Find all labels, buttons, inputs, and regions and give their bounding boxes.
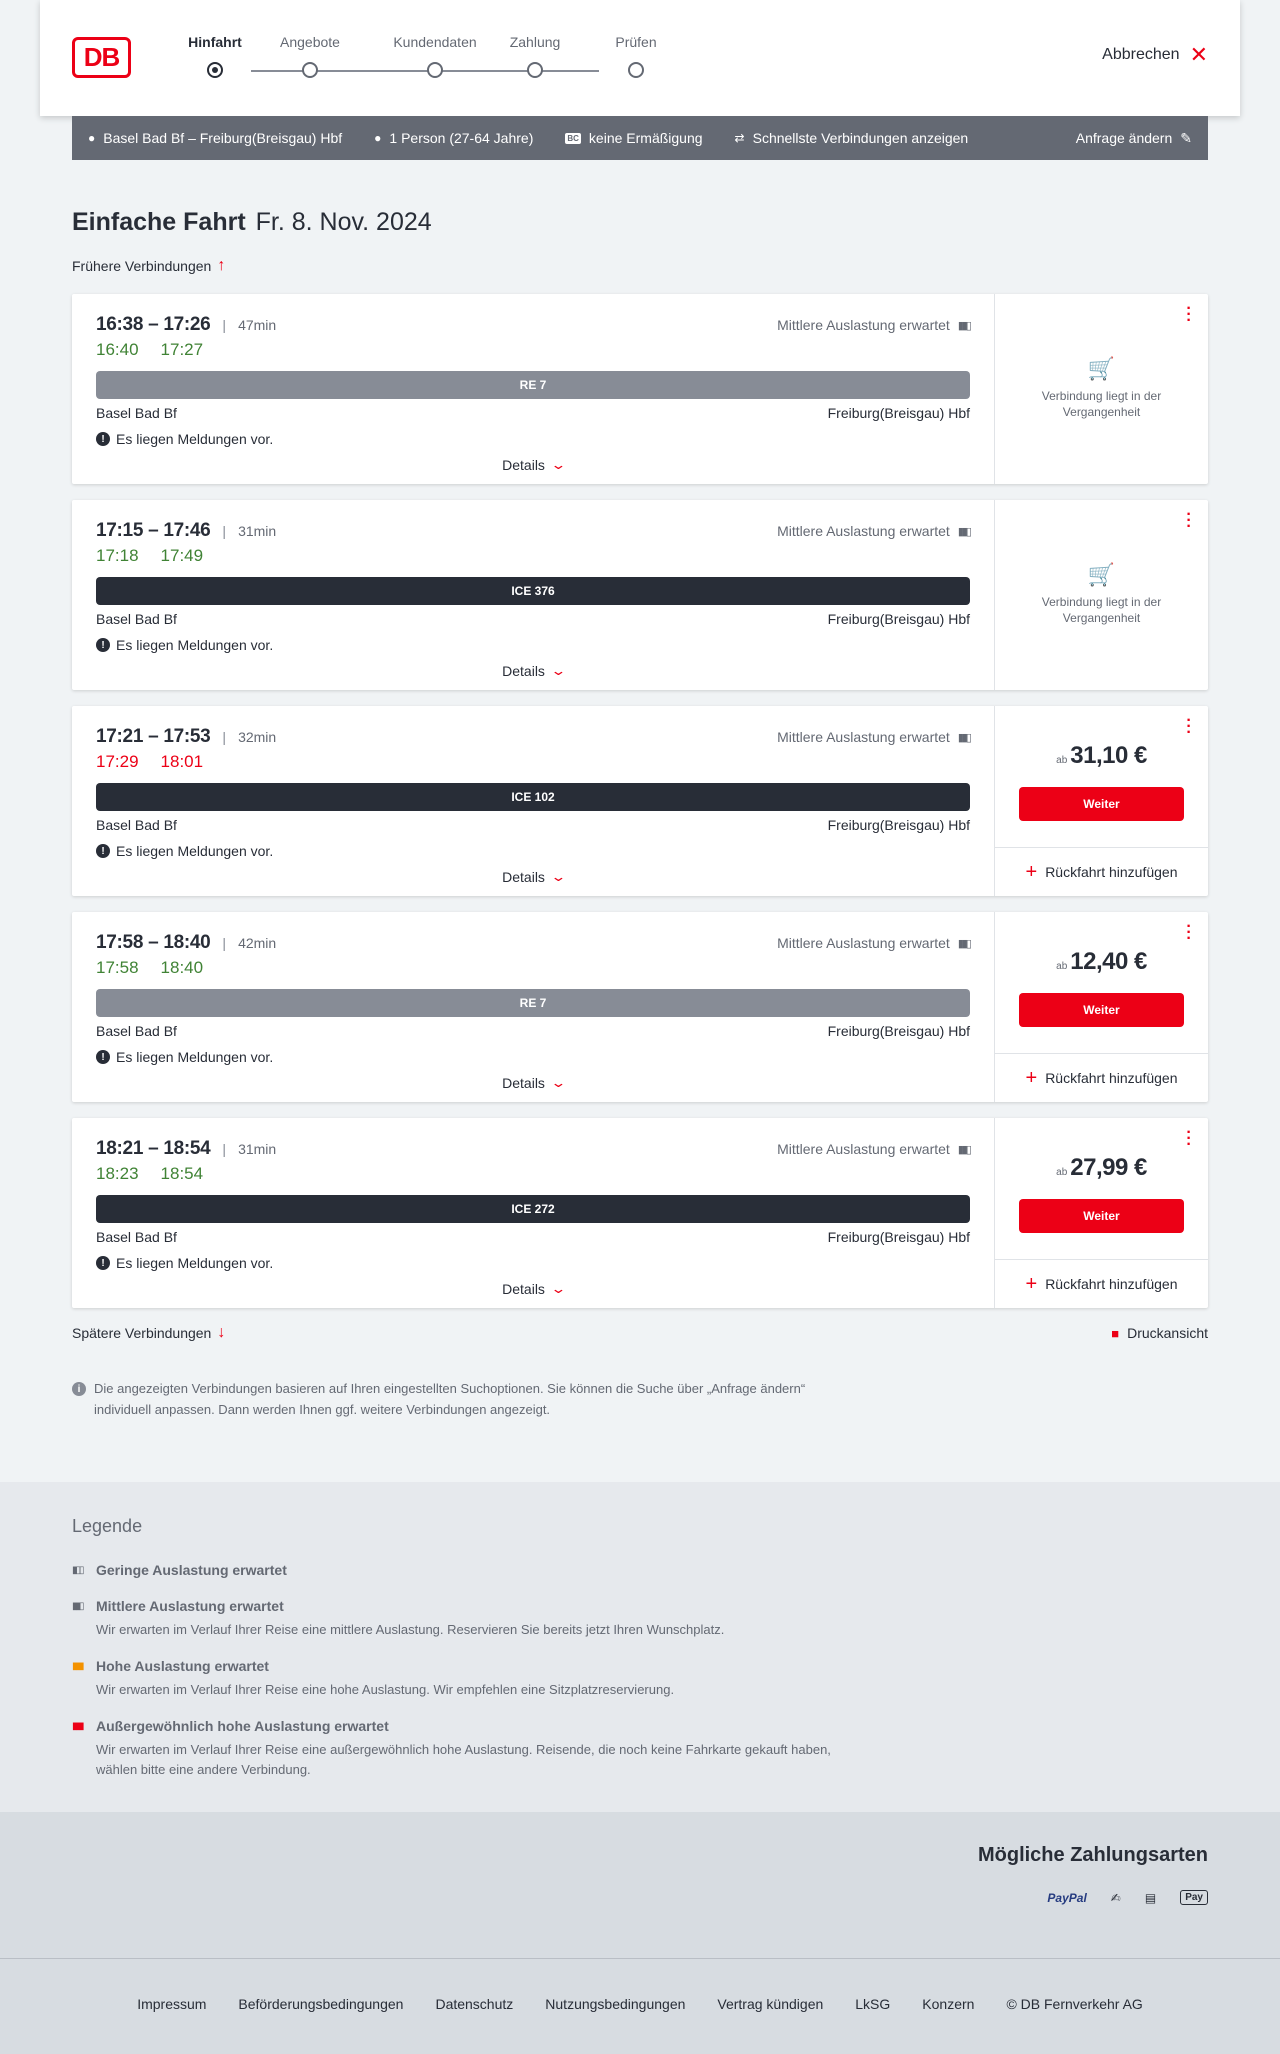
step-label: Prüfen bbox=[615, 34, 657, 50]
realtime-times bbox=[96, 546, 970, 568]
step-angebote bbox=[260, 34, 360, 78]
footer-link[interactable]: Nutzungsbedingungen bbox=[545, 1996, 686, 2012]
price bbox=[995, 742, 1208, 770]
add-return-button[interactable] bbox=[995, 1053, 1208, 1102]
continue-button[interactable]: Weiter bbox=[1019, 787, 1184, 821]
step-dot bbox=[302, 62, 318, 78]
connection-card[interactable] bbox=[72, 706, 1208, 896]
price-value: 31,10 € bbox=[1070, 742, 1147, 769]
legend-item bbox=[72, 1658, 852, 1700]
summary-passengers bbox=[374, 130, 533, 146]
alert-icon: ! bbox=[96, 1256, 110, 1270]
step-dot bbox=[427, 62, 443, 78]
alert-icon: ! bbox=[96, 1050, 110, 1064]
train-bar[interactable]: ICE 102 bbox=[96, 783, 970, 811]
plus-icon: + bbox=[1025, 1273, 1038, 1295]
alert-icon: ! bbox=[96, 432, 110, 446]
step-dot-active bbox=[207, 62, 223, 78]
service-notice bbox=[96, 841, 970, 861]
occupancy-medium-icon: ▮▮▯ bbox=[72, 1600, 83, 1612]
db-logo[interactable]: DB bbox=[72, 37, 131, 78]
step-label: Kundendaten bbox=[393, 34, 477, 50]
print-label: Druckansicht bbox=[1127, 1325, 1208, 1341]
connection-card[interactable] bbox=[72, 294, 1208, 484]
price-value: 27,99 € bbox=[1070, 1154, 1147, 1181]
notice-text: Es liegen Meldungen vor. bbox=[116, 843, 274, 859]
step-label: Zahlung bbox=[509, 34, 561, 50]
summary-fastest bbox=[735, 130, 969, 146]
details-toggle[interactable] bbox=[96, 1075, 970, 1091]
stations bbox=[96, 405, 970, 425]
price bbox=[995, 1154, 1208, 1182]
realtime-times bbox=[96, 752, 970, 774]
cart-unavailable-icon: 🛒 bbox=[1087, 356, 1116, 381]
arrival-station: Freiburg(Breisgau) Hbf bbox=[827, 405, 970, 421]
trip-type: Einfache Fahrt bbox=[72, 208, 246, 236]
legend-section bbox=[0, 1482, 1280, 1812]
step-pruefen bbox=[586, 34, 686, 78]
connection-card[interactable] bbox=[72, 912, 1208, 1102]
legend-head bbox=[72, 1718, 852, 1734]
add-return-label: Rückfahrt hinzufügen bbox=[1045, 1070, 1178, 1086]
header bbox=[40, 0, 1240, 116]
train-bar[interactable]: ICE 272 bbox=[96, 1195, 970, 1223]
occupancy-indicator bbox=[777, 317, 970, 333]
connection-card[interactable] bbox=[72, 500, 1208, 690]
departure-station: Basel Bad Bf bbox=[96, 1229, 177, 1245]
footer-link[interactable]: Datenschutz bbox=[435, 1996, 514, 2012]
price-prefix: ab bbox=[1056, 961, 1068, 972]
occupancy-medium-icon: ▮▮▯ bbox=[957, 937, 970, 950]
times-row bbox=[96, 1138, 970, 1160]
summary-discount bbox=[565, 130, 702, 146]
continue-button[interactable]: Weiter bbox=[1019, 1199, 1184, 1233]
apple-pay-icon: Pay bbox=[1180, 1890, 1208, 1905]
details-toggle[interactable] bbox=[96, 457, 970, 473]
offer-panel bbox=[995, 500, 1208, 690]
connection-details bbox=[72, 706, 995, 896]
earlier-connections-link[interactable] bbox=[72, 257, 225, 275]
planned-times: 17:21 – 17:53 bbox=[96, 726, 211, 747]
legend-item bbox=[72, 1562, 852, 1578]
offer-panel bbox=[995, 912, 1208, 1102]
occupancy-very-high-icon: ▮▮▮ bbox=[72, 1720, 83, 1732]
occupancy-medium-icon: ▮▮▯ bbox=[957, 525, 970, 538]
more-options-icon[interactable]: · · · bbox=[1186, 918, 1192, 947]
planned-times: 17:58 – 18:40 bbox=[96, 932, 211, 953]
departure-station: Basel Bad Bf bbox=[96, 611, 177, 627]
occupancy-label: Mittlere Auslastung erwartet bbox=[777, 317, 950, 333]
add-return-button[interactable] bbox=[995, 847, 1208, 896]
details-toggle[interactable] bbox=[96, 663, 970, 679]
duration: 32min bbox=[238, 729, 277, 745]
notice-text: Es liegen Meldungen vor. bbox=[116, 1255, 274, 1271]
realtime-arrival: 17:49 bbox=[160, 546, 204, 565]
occupancy-indicator bbox=[777, 1141, 970, 1157]
stations bbox=[96, 1229, 970, 1249]
arrival-station: Freiburg(Breisgau) Hbf bbox=[827, 611, 970, 627]
details-label: Details bbox=[502, 869, 545, 885]
more-options-icon[interactable]: · · · bbox=[1186, 712, 1192, 741]
bahncard-icon: BC bbox=[567, 133, 579, 143]
payment-title: Mögliche Zahlungsarten bbox=[977, 1844, 1208, 1866]
change-request-button[interactable] bbox=[1076, 130, 1192, 147]
discount-text: keine Ermäßigung bbox=[588, 130, 703, 146]
legend-description: Wir erwarten im Verlauf Ihrer Reise eine außergewöhnlich hohe Auslastung. Reisende, die noch keine Fahrkarte gekauft haben, wählen bitte eine andere Verbindung. bbox=[96, 1742, 831, 1777]
occupancy-indicator bbox=[777, 729, 970, 745]
cancel-button[interactable] bbox=[1102, 42, 1208, 67]
occupancy-label: Mittlere Auslastung erwartet bbox=[777, 935, 950, 951]
printer-icon: ■ bbox=[1111, 1325, 1120, 1341]
legend-label: Hohe Auslastung erwartet bbox=[96, 1658, 269, 1674]
planned-times: 16:38 – 17:26 bbox=[96, 314, 211, 335]
realtime-arrival: 18:54 bbox=[160, 1164, 204, 1183]
realtime-times bbox=[96, 340, 970, 362]
separator: | bbox=[222, 317, 227, 333]
price-value: 12,40 € bbox=[1070, 948, 1147, 975]
realtime-departure: 16:40 bbox=[96, 340, 139, 359]
planned-times: 17:15 – 17:46 bbox=[96, 520, 211, 541]
paypal-icon: PayPal bbox=[1047, 1890, 1087, 1905]
legend-item bbox=[72, 1598, 852, 1640]
arrival-station: Freiburg(Breisgau) Hbf bbox=[827, 817, 970, 833]
occupancy-indicator bbox=[777, 935, 970, 951]
search-info-note bbox=[72, 1378, 852, 1420]
separator: | bbox=[222, 1141, 227, 1157]
occupancy-medium-icon: ▮▮▯ bbox=[957, 319, 970, 332]
add-return-label: Rückfahrt hinzufügen bbox=[1045, 864, 1178, 880]
chevron-down-icon: ⌄ bbox=[550, 663, 567, 678]
footer bbox=[0, 1959, 1280, 2054]
occupancy-label: Mittlere Auslastung erwartet bbox=[777, 523, 950, 539]
info-text: Die angezeigten Verbindungen basieren auf Ihren eingestellten Suchoptionen. Sie können die Suche über „Anfrage ändern“ individuell anpassen. Dann werden Ihnen ggf. weitere Verbindungen angezeigt. bbox=[94, 1381, 806, 1417]
details-toggle[interactable] bbox=[96, 869, 970, 885]
pencil-icon: ✎ bbox=[1180, 129, 1192, 146]
swap-icon: ⇄ bbox=[734, 131, 745, 145]
separator: | bbox=[222, 523, 227, 539]
trip-date: Fr. 8. Nov. 2024 bbox=[255, 208, 432, 236]
service-notice bbox=[96, 429, 970, 449]
times-row bbox=[96, 932, 970, 954]
duration: 31min bbox=[238, 523, 277, 539]
step-kundendaten bbox=[385, 34, 485, 78]
more-options-icon[interactable]: · · · bbox=[1186, 506, 1192, 535]
realtime-arrival: 17:27 bbox=[160, 340, 204, 359]
notice-text: Es liegen Meldungen vor. bbox=[116, 637, 274, 653]
step-label: Hinfahrt bbox=[188, 34, 242, 50]
summary-route bbox=[88, 130, 342, 146]
notice-text: Es liegen Meldungen vor. bbox=[116, 431, 274, 447]
past-connection-info bbox=[995, 562, 1208, 626]
more-options-icon[interactable]: · · · bbox=[1186, 300, 1192, 329]
times-row bbox=[96, 520, 970, 542]
realtime-departure: 17:58 bbox=[96, 958, 139, 977]
offer-panel bbox=[995, 294, 1208, 484]
later-label: Spätere Verbindungen bbox=[72, 1325, 212, 1341]
offer-panel bbox=[995, 1118, 1208, 1308]
arrow-up-icon: ↑ bbox=[217, 257, 226, 274]
realtime-departure: 17:29 bbox=[96, 752, 139, 771]
occupancy-medium-icon: ▮▮▯ bbox=[957, 1143, 970, 1156]
step-zahlung bbox=[485, 34, 585, 78]
legend-label: Geringe Auslastung erwartet bbox=[96, 1562, 287, 1578]
alert-icon: ! bbox=[96, 638, 110, 652]
price-prefix: ab bbox=[1056, 1167, 1068, 1178]
connection-details bbox=[72, 912, 995, 1102]
departure-station: Basel Bad Bf bbox=[96, 1023, 177, 1039]
search-summary-bar bbox=[72, 116, 1208, 160]
chevron-down-icon: ⌄ bbox=[550, 457, 567, 472]
change-request-label: Anfrage ändern bbox=[1075, 130, 1173, 146]
train-bar[interactable]: ICE 376 bbox=[96, 577, 970, 605]
arrival-station: Freiburg(Breisgau) Hbf bbox=[827, 1023, 970, 1039]
info-icon: i bbox=[72, 1382, 86, 1396]
route-text: Basel Bad Bf – Freiburg(Breisgau) Hbf bbox=[103, 130, 343, 146]
arrival-station: Freiburg(Breisgau) Hbf bbox=[827, 1229, 970, 1245]
add-return-button[interactable] bbox=[995, 1259, 1208, 1308]
details-toggle[interactable] bbox=[96, 1281, 970, 1297]
realtime-arrival: 18:01 bbox=[160, 752, 204, 771]
price-prefix: ab bbox=[1056, 755, 1068, 766]
step-dot bbox=[527, 62, 543, 78]
fastest-text: Schnellste Verbindungen anzeigen bbox=[752, 130, 969, 146]
plus-icon: + bbox=[1025, 1067, 1038, 1089]
plus-icon: + bbox=[1025, 861, 1038, 883]
print-view-link[interactable] bbox=[1111, 1324, 1208, 1342]
connection-details bbox=[72, 1118, 995, 1308]
booking-stepper bbox=[165, 34, 657, 84]
continue-button[interactable]: Weiter bbox=[1019, 993, 1184, 1027]
earlier-label: Frühere Verbindungen bbox=[72, 258, 212, 274]
legend-description: Wir erwarten im Verlauf Ihrer Reise eine mittlere Auslastung. Reservieren Sie bereits jetzt Ihren Wunschplatz. bbox=[96, 1622, 725, 1637]
duration: 47min bbox=[238, 317, 277, 333]
arrow-down-icon: ↓ bbox=[217, 1324, 226, 1341]
connection-details bbox=[72, 294, 995, 484]
connection-details bbox=[72, 500, 995, 690]
legend-description: Wir erwarten im Verlauf Ihrer Reise eine hohe Auslastung. Wir empfehlen eine Sitzplatzreservierung. bbox=[96, 1682, 675, 1697]
duration: 31min bbox=[238, 1141, 277, 1157]
chevron-down-icon: ⌄ bbox=[550, 869, 567, 884]
duration: 42min bbox=[238, 935, 277, 951]
alert-icon: ! bbox=[96, 844, 110, 858]
stations bbox=[96, 1023, 970, 1043]
occupancy-low-icon: ▮▯▯ bbox=[72, 1564, 83, 1576]
stations bbox=[96, 611, 970, 631]
person-icon: ● bbox=[374, 131, 382, 145]
footer-link[interactable]: Vertrag kündigen bbox=[717, 1996, 824, 2012]
legend-head bbox=[72, 1658, 852, 1674]
price bbox=[995, 948, 1208, 976]
step-dot bbox=[628, 62, 644, 78]
train-bar[interactable]: RE 7 bbox=[96, 371, 970, 399]
occupancy-label: Mittlere Auslastung erwartet bbox=[777, 729, 950, 745]
footer-link[interactable]: © DB Fernverkehr AG bbox=[1006, 1996, 1143, 2012]
planned-times: 18:21 – 18:54 bbox=[96, 1138, 211, 1159]
details-label: Details bbox=[502, 457, 545, 473]
occupancy-label: Mittlere Auslastung erwartet bbox=[777, 1141, 950, 1157]
offer-panel bbox=[995, 706, 1208, 896]
payment-methods-section bbox=[0, 1812, 1280, 1958]
occupancy-indicator bbox=[777, 523, 970, 539]
footer-link[interactable]: Impressum bbox=[137, 1996, 207, 2012]
realtime-departure: 17:18 bbox=[96, 546, 139, 565]
direct-debit-icon: ✍ bbox=[1110, 1890, 1121, 1905]
step-label: Angebote bbox=[280, 34, 340, 50]
cancel-label: Abbrechen bbox=[1102, 46, 1180, 63]
realtime-arrival: 18:40 bbox=[160, 958, 204, 977]
footer-link[interactable]: LkSG bbox=[855, 1996, 891, 2012]
separator: | bbox=[222, 935, 227, 951]
times-row bbox=[96, 726, 970, 748]
realtime-times bbox=[96, 958, 970, 980]
legend-head bbox=[72, 1562, 852, 1578]
legend-title: Legende bbox=[72, 1516, 143, 1536]
legend-label: Außergewöhnlich hohe Auslastung erwartet bbox=[96, 1718, 389, 1734]
past-connection-text: Verbindung liegt in der Vergangenheit bbox=[1041, 595, 1162, 625]
departure-station: Basel Bad Bf bbox=[96, 405, 177, 421]
chevron-down-icon: ⌄ bbox=[550, 1281, 567, 1296]
chevron-down-icon: ⌄ bbox=[550, 1075, 567, 1090]
times-row bbox=[96, 314, 970, 336]
more-options-icon[interactable]: · · · bbox=[1186, 1124, 1192, 1153]
cart-unavailable-icon: 🛒 bbox=[1087, 562, 1116, 587]
service-notice bbox=[96, 1253, 970, 1273]
footer-links bbox=[0, 1996, 1280, 2012]
sepa-icon: ▤ bbox=[1144, 1890, 1157, 1905]
legend-label: Mittlere Auslastung erwartet bbox=[96, 1598, 284, 1614]
step-hinfahrt[interactable] bbox=[165, 34, 265, 78]
service-notice bbox=[96, 635, 970, 655]
footer-link[interactable]: Konzern bbox=[922, 1996, 975, 2012]
realtime-departure: 18:23 bbox=[96, 1164, 139, 1183]
page-title bbox=[72, 208, 432, 237]
details-label: Details bbox=[502, 1281, 545, 1297]
occupancy-high-icon: ▮▮▮ bbox=[72, 1660, 83, 1672]
stations bbox=[96, 817, 970, 837]
details-label: Details bbox=[502, 1075, 545, 1091]
details-label: Details bbox=[502, 663, 545, 679]
footer-link[interactable]: Beförderungsbedingungen bbox=[238, 1996, 404, 2012]
connection-card[interactable] bbox=[72, 1118, 1208, 1308]
separator: | bbox=[222, 729, 227, 745]
past-connection-info bbox=[995, 356, 1208, 420]
notice-text: Es liegen Meldungen vor. bbox=[116, 1049, 274, 1065]
later-connections-link[interactable] bbox=[72, 1324, 225, 1342]
past-connection-text: Verbindung liegt in der Vergangenheit bbox=[1041, 389, 1162, 419]
service-notice bbox=[96, 1047, 970, 1067]
occupancy-medium-icon: ▮▮▯ bbox=[957, 731, 970, 744]
payment-icons bbox=[1047, 1890, 1208, 1905]
close-icon: ✕ bbox=[1189, 42, 1208, 67]
later-row bbox=[72, 1324, 1208, 1342]
legend-head bbox=[72, 1598, 852, 1614]
location-pin-icon: ● bbox=[88, 131, 96, 145]
train-bar[interactable]: RE 7 bbox=[96, 989, 970, 1017]
realtime-times bbox=[96, 1164, 970, 1186]
add-return-label: Rückfahrt hinzufügen bbox=[1045, 1276, 1178, 1292]
passengers-text: 1 Person (27-64 Jahre) bbox=[389, 130, 534, 146]
legend-item bbox=[72, 1718, 852, 1780]
departure-station: Basel Bad Bf bbox=[96, 817, 177, 833]
